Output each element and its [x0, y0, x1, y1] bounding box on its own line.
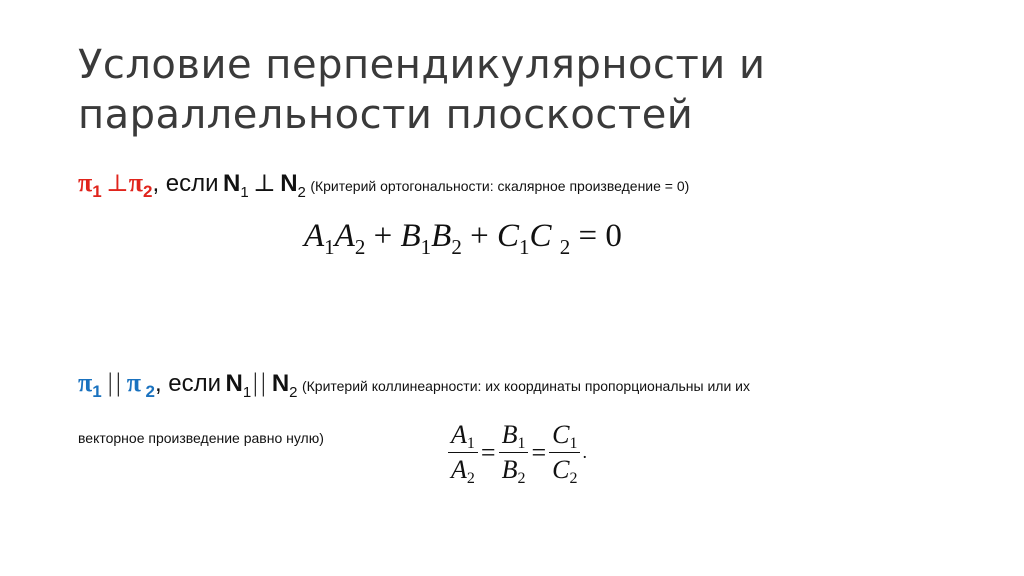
- parallel-operator: ||: [106, 369, 123, 397]
- collinearity-note-line-2: векторное произведение равно нулю): [78, 430, 324, 446]
- formula-C1: C: [496, 218, 519, 254]
- normal-2-subscript: 2: [297, 184, 306, 201]
- formula-B1-sub: 1: [420, 235, 432, 259]
- fraction-B: [499, 420, 529, 485]
- normal-1-subscript-parallel: 1: [242, 384, 252, 401]
- title-line-2: параллельности плоскостей: [78, 92, 694, 138]
- ratio-C2-sub: 2: [569, 470, 578, 487]
- pi-1-symbol-parallel: π: [78, 368, 93, 397]
- formula-zero: 0: [605, 218, 622, 254]
- normal-2-subscript-parallel: 2: [289, 384, 298, 401]
- perpendicular-operator-normals: ⊥: [253, 169, 276, 197]
- formula-A2: A: [334, 218, 355, 254]
- ratio-A1-sub: 1: [466, 435, 475, 452]
- if-text: , если: [152, 170, 219, 197]
- formula-plus-2: +: [470, 218, 489, 254]
- ratio-A2: A: [451, 455, 467, 484]
- ratio-A1: A: [451, 420, 467, 449]
- ratio-B1: B: [501, 420, 518, 449]
- perpendicular-operator: ⊥: [106, 169, 129, 197]
- formula-A1: A: [304, 218, 325, 254]
- if-text-parallel: , если: [154, 370, 222, 397]
- formula-B2-sub: 2: [451, 235, 462, 259]
- formula-B1: B: [400, 218, 421, 254]
- pi-2-symbol: π: [128, 168, 143, 197]
- normal-2: N: [280, 170, 298, 197]
- pi-2-symbol-parallel: π: [126, 368, 142, 397]
- ratio-C2: C: [552, 455, 570, 484]
- ratio-C1: C: [552, 420, 570, 449]
- orthogonality-note: (Критерий ортогональности: скалярное произведение = 0): [310, 178, 690, 194]
- pi-2-subscript: 2: [143, 182, 153, 201]
- formula-equals: =: [578, 218, 598, 254]
- collinearity-note-line-1: (Критерий коллинеарности: их координаты пропорциональны или их: [301, 378, 750, 394]
- pi-1-symbol: π: [78, 168, 93, 197]
- title-line-1: Условие перпендикулярности и: [78, 42, 766, 88]
- formula-C2: C: [529, 218, 552, 254]
- formula-C1-sub: 1: [518, 235, 530, 259]
- ratio-equals-1: =: [480, 437, 496, 467]
- ratio-equals-2: =: [531, 437, 547, 467]
- ratio-A2-sub: 2: [466, 470, 475, 487]
- parallel-operator-normals: ||: [251, 369, 268, 397]
- formula-B2: B: [431, 218, 452, 254]
- ratio-B2-sub: 2: [517, 470, 526, 487]
- normal-1: N: [223, 170, 241, 197]
- fraction-C: [549, 420, 580, 485]
- ratio-B1-sub: 1: [517, 435, 526, 452]
- formula-A1-sub: 1: [324, 235, 335, 259]
- ratio-C1-sub: 1: [569, 435, 578, 452]
- pi-1-subscript: 1: [92, 182, 102, 201]
- ratio-B2: B: [501, 455, 518, 484]
- formula-A2-sub: 2: [354, 235, 366, 259]
- formula-C2-sub: 2: [559, 235, 571, 259]
- pi-1-subscript-parallel: 1: [92, 382, 102, 401]
- normal-2-parallel: N: [271, 370, 290, 397]
- scalar-product-formula: [304, 218, 622, 259]
- formula-plus-1: +: [373, 218, 393, 254]
- normal-1-subscript: 1: [240, 184, 249, 201]
- ratio-period: .: [582, 442, 587, 462]
- pi-2-subscript-parallel: 2: [145, 382, 155, 401]
- parallel-condition: [78, 368, 750, 401]
- proportionality-formula: [446, 420, 587, 485]
- slide-title: [78, 40, 978, 140]
- fraction-A: [448, 420, 478, 485]
- normal-1-parallel: N: [225, 370, 243, 397]
- perpendicular-condition: [78, 168, 690, 201]
